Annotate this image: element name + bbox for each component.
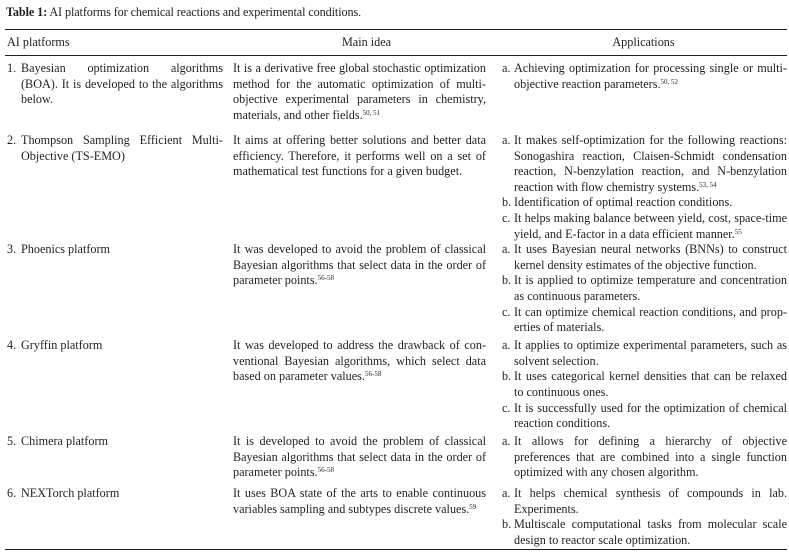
- main-idea-text: It uses BOA state of the arts to enable continuous variables sampling and subtypes discrete values.: [233, 486, 486, 516]
- row-number: 3.: [7, 242, 17, 257]
- citation-ref: 50, 52: [660, 77, 679, 86]
- table-row: [5, 434, 787, 486]
- application-text: It helps making balance between yield, cost, space-time yield, and E-factor in a data efficient manner.: [514, 210, 787, 241]
- platform-name: Bayesian optimization algorithms (BOA). It is developed to the algorithms below.: [21, 61, 223, 107]
- applications-cell: [500, 434, 787, 486]
- caption-label: Table 1:: [6, 5, 48, 19]
- application-text: Identification of optimal reaction conditions.: [514, 195, 733, 210]
- table-row: [5, 56, 787, 134]
- citation-ref: 56-58: [364, 370, 382, 379]
- item-letter: c.: [502, 304, 511, 319]
- item-letter: a.: [502, 133, 511, 147]
- applications-cell: [500, 338, 787, 434]
- application-item: [502, 133, 787, 195]
- application-item: [502, 242, 787, 273]
- application-text: It helps chemical synthesis of compounds in lab. Experiments.: [514, 486, 787, 516]
- application-item: [502, 211, 787, 242]
- application-text: It uses Bayesian neural networks (BNNs) to construct kernel density estimates of the objective function.: [514, 242, 787, 272]
- application-item: [502, 61, 787, 92]
- main-idea-cell: [233, 133, 500, 242]
- header-main-idea: Main idea: [233, 30, 500, 56]
- application-item: [502, 401, 787, 432]
- application-text: Multiscale computational tasks from molecular scale design to reactor scale optimization.: [514, 517, 787, 547]
- citation-ref: 59: [469, 502, 477, 511]
- main-idea-text: It is a derivative free global stochastic optimization method for the automatic optimization of multi-objective experimental parameters in chemistry, materials, and other fields.: [233, 61, 486, 122]
- platform-name: Chimera platform: [21, 434, 108, 449]
- applications-cell: [500, 133, 787, 242]
- item-letter: c.: [502, 400, 511, 415]
- platform-cell: [5, 434, 233, 486]
- header-applications: Applications: [500, 30, 787, 56]
- platform-name: Phoenics platform: [21, 242, 111, 257]
- item-letter: b.: [502, 273, 512, 288]
- application-text: It allows for defining a hierarchy of objective preferences that are combined into a single function optimized with any chosen algorithm.: [514, 434, 787, 480]
- main-idea-text: It was developed to avoid the problem of classical Bayesian algorithms that select data in the order of parameter points.: [233, 242, 486, 288]
- item-letter: a.: [502, 61, 511, 75]
- table-row: [5, 486, 787, 549]
- application-text: It is applied to optimize temperature and concentration as continuous parameters.: [514, 273, 787, 303]
- application-item: [502, 517, 787, 548]
- platform-name: NEXTorch platform: [21, 486, 120, 501]
- citation-ref: 56-58: [317, 274, 334, 283]
- application-text: It applies to optimize experimental parameters, such as solvent selection.: [514, 338, 787, 368]
- application-item: [502, 434, 787, 481]
- platform-name: Gryffin platform: [21, 338, 103, 353]
- item-letter: c.: [502, 210, 511, 225]
- item-letter: a.: [502, 242, 511, 257]
- item-letter: a.: [502, 338, 511, 353]
- main-idea-cell: [233, 338, 500, 434]
- application-text: Achieving optimization for processing single or multi-objective reaction parameters.: [514, 61, 787, 91]
- table-row: [5, 242, 787, 338]
- item-letter: b.: [502, 369, 512, 384]
- citation-ref: 55: [734, 227, 742, 236]
- application-text: It can optimize chemical reaction conditions, and properties of materials.: [514, 304, 787, 335]
- main-idea-cell: [233, 486, 500, 549]
- application-text: It makes self-optimization for the following reactions: Sonogashira reaction, Claisen-Schmidt condensation reaction, N-benzylation reaction, and N-benzylation reaction with flow chemistry systems.: [514, 133, 787, 194]
- platform-cell: [5, 56, 233, 134]
- main-idea-text: It was developed to address the drawback of conventional Bayesian algorithms, which select data based on parameter values.: [233, 338, 486, 384]
- item-letter: a.: [502, 434, 511, 449]
- citation-ref: 50, 51: [362, 108, 381, 117]
- citation-ref: 53, 54: [699, 180, 717, 189]
- item-letter: b.: [502, 517, 512, 532]
- main-idea-text: It aims at offering better solutions and better data efficiency. Therefore, it performs well on a set of mathematical test functions for a given budget.: [233, 133, 486, 179]
- applications-cell: [500, 486, 787, 549]
- application-item: [502, 195, 787, 211]
- application-item: [502, 305, 787, 336]
- table-caption: [6, 5, 361, 20]
- header-ai-platforms: AI platforms: [5, 30, 233, 56]
- main-idea-cell: [233, 56, 500, 134]
- platform-name: Thompson Sampling Efficient Multi-Objective (TS-EMO): [21, 133, 223, 163]
- row-number: 1.: [7, 61, 17, 75]
- platform-cell: [5, 486, 233, 549]
- table-header-row: [5, 30, 787, 56]
- row-number: 6.: [7, 486, 17, 501]
- table-row: [5, 338, 787, 434]
- row-number: 5.: [7, 434, 17, 449]
- platforms-table: [5, 29, 787, 550]
- platform-cell: [5, 338, 233, 434]
- application-item: [502, 273, 787, 304]
- application-text: It is successfully used for the optimization of chemical reaction conditions.: [514, 400, 787, 431]
- item-letter: a.: [502, 486, 511, 501]
- application-text: It uses categorical kernel densities that can be relaxed to continuous ones.: [514, 369, 787, 399]
- main-idea-text: It is developed to avoid the problem of classical Bayesian algorithms that select data in the order of parameter points.: [233, 434, 486, 480]
- applications-cell: [500, 56, 787, 134]
- platform-cell: [5, 133, 233, 242]
- application-item: [502, 486, 787, 517]
- row-number: 4.: [7, 338, 17, 353]
- applications-cell: [500, 242, 787, 338]
- main-idea-cell: [233, 242, 500, 338]
- citation-ref: 56-58: [317, 466, 334, 475]
- main-idea-cell: [233, 434, 500, 486]
- row-number: 2.: [7, 133, 17, 147]
- item-letter: b.: [502, 195, 512, 210]
- caption-text: AI platforms for chemical reactions and experimental conditions.: [47, 5, 362, 19]
- platform-cell: [5, 242, 233, 338]
- application-item: [502, 369, 787, 400]
- table-row: [5, 133, 787, 242]
- application-item: [502, 338, 787, 369]
